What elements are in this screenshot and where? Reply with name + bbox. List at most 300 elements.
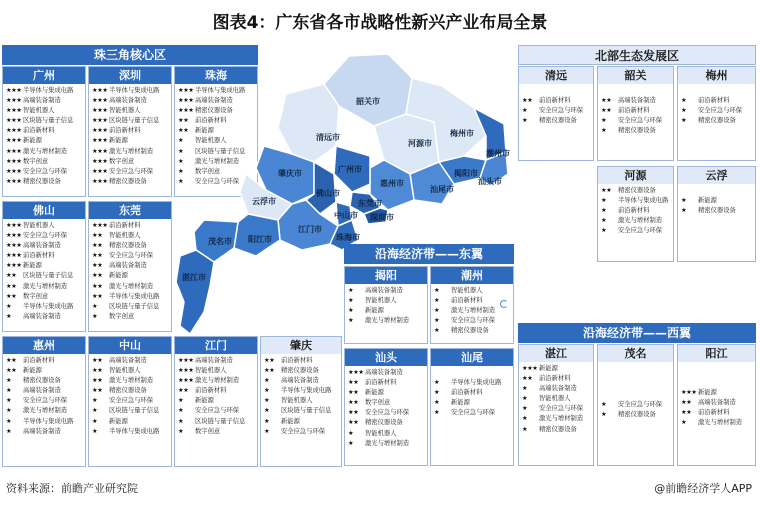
star-rating: ★ bbox=[178, 427, 184, 435]
star-rating: ★★ bbox=[92, 232, 103, 240]
industry-item bbox=[92, 221, 168, 231]
region-west-header: 沿海经济带——西翼 bbox=[518, 323, 756, 343]
industry-item bbox=[681, 206, 752, 216]
industry-item bbox=[178, 376, 254, 386]
star-rating: ★ bbox=[434, 297, 440, 305]
industry-item bbox=[348, 296, 424, 306]
star-rating: ★ bbox=[92, 302, 98, 310]
star-rating: ★★ bbox=[601, 97, 612, 104]
industry-name: 激光与增材制造 bbox=[195, 157, 240, 165]
industry-item bbox=[522, 384, 590, 394]
star-rating: ★★★ bbox=[178, 107, 194, 115]
star-rating: ★ bbox=[434, 389, 440, 397]
industry-item bbox=[681, 116, 752, 126]
star-rating: ★★ bbox=[92, 377, 103, 385]
city-panel-guangzhou bbox=[2, 66, 86, 197]
city-name: 茂名 bbox=[598, 345, 673, 362]
industry-name: 前沿新材料 bbox=[539, 375, 571, 383]
industry-name: 精密仪器设备 bbox=[539, 425, 577, 433]
industry-item bbox=[6, 221, 82, 231]
industry-name: 前沿新材料 bbox=[195, 387, 227, 395]
star-rating: ★ bbox=[522, 107, 528, 115]
industry-item bbox=[6, 282, 82, 292]
industry-item bbox=[6, 126, 82, 136]
city-name: 揭阳 bbox=[345, 267, 427, 284]
star-rating: ★★ bbox=[92, 252, 103, 260]
industry-name: 区块链与量子信息 bbox=[23, 117, 74, 125]
city-panel-zhongshan bbox=[88, 336, 172, 467]
star-rating: ★ bbox=[178, 147, 184, 155]
star-rating: ★★ bbox=[178, 127, 189, 135]
industry-name: 前沿新材料 bbox=[109, 222, 141, 229]
star-rating: ★ bbox=[92, 427, 98, 435]
industry-name: 激光与增材制造 bbox=[23, 147, 68, 155]
star-rating: ★★★ bbox=[6, 137, 22, 145]
industry-name: 高端装备制造 bbox=[195, 357, 233, 364]
industry-name: 智能机器人 bbox=[539, 395, 571, 403]
industry-name: 精密仪器设备 bbox=[195, 107, 233, 115]
industry-name: 数字创意 bbox=[109, 312, 135, 320]
industry-item bbox=[434, 316, 510, 326]
industry-name: 精密仪器设备 bbox=[618, 127, 656, 135]
star-rating: ★ bbox=[92, 417, 98, 425]
star-rating: ★ bbox=[601, 227, 607, 235]
industry-item bbox=[264, 386, 338, 396]
star-rating: ★ bbox=[522, 385, 528, 393]
industry-item bbox=[92, 136, 168, 146]
industry-item bbox=[6, 106, 82, 116]
industry-item bbox=[681, 196, 752, 206]
industry-name: 前沿新材料 bbox=[195, 117, 227, 125]
map-label-foshan: 佛山市 bbox=[316, 189, 340, 198]
city-panel-shanwei bbox=[430, 348, 514, 466]
industry-item bbox=[92, 86, 168, 96]
industry-name: 前沿新材料 bbox=[451, 389, 483, 397]
star-rating: ★ bbox=[522, 395, 528, 403]
star-rating: ★★★ bbox=[92, 87, 108, 94]
star-rating: ★ bbox=[434, 409, 440, 417]
map-label-zhaoqing: 肇庆市 bbox=[278, 169, 302, 178]
star-rating: ★ bbox=[6, 302, 12, 310]
city-panel-maoming bbox=[597, 344, 674, 466]
city-panel-zhaoqing bbox=[260, 336, 342, 467]
star-rating: ★ bbox=[681, 419, 687, 427]
industry-list bbox=[3, 219, 85, 324]
map-label-huizhou: 惠州市 bbox=[380, 179, 404, 188]
star-rating: ★★ bbox=[601, 107, 612, 115]
city-name: 肇庆 bbox=[261, 337, 341, 354]
industry-item bbox=[92, 271, 168, 281]
star-rating: ★ bbox=[601, 127, 607, 135]
industry-item bbox=[348, 378, 424, 388]
star-rating: ★ bbox=[348, 307, 354, 315]
region-north-header: 北部生态发展区 bbox=[518, 45, 756, 65]
star-rating: ★ bbox=[178, 417, 184, 425]
star-rating: ★ bbox=[681, 207, 687, 215]
industry-list bbox=[678, 362, 755, 430]
industry-name: 精密仪器设备 bbox=[539, 117, 577, 125]
star-rating: ★ bbox=[434, 399, 440, 407]
star-rating: ★ bbox=[264, 377, 270, 385]
industry-item bbox=[348, 316, 424, 326]
industry-item bbox=[92, 261, 168, 271]
industry-item bbox=[681, 398, 752, 408]
star-rating: ★ bbox=[522, 425, 528, 433]
industry-name: 激光与增材制造 bbox=[451, 307, 496, 315]
industry-name: 数字创意 bbox=[109, 157, 135, 165]
industry-item bbox=[92, 302, 168, 312]
city-name: 湛江 bbox=[519, 345, 593, 362]
industry-item bbox=[6, 147, 82, 157]
industry-name: 精密仪器设备 bbox=[618, 187, 656, 194]
map-label-jieyang: 揭阳市 bbox=[454, 169, 478, 178]
industry-name: 新能源 bbox=[109, 137, 128, 145]
industry-name: 高端装备制造 bbox=[365, 287, 403, 294]
industry-name: 新能源 bbox=[23, 367, 42, 375]
star-rating: ★ bbox=[6, 387, 12, 395]
industry-item bbox=[264, 406, 338, 416]
map-label-zhongshan: 中山市 bbox=[334, 211, 358, 220]
industry-item bbox=[6, 157, 82, 167]
star-rating: ★ bbox=[601, 401, 607, 408]
star-rating: ★ bbox=[6, 312, 12, 320]
industry-item bbox=[681, 388, 752, 398]
industry-item bbox=[522, 394, 590, 404]
map-label-heyuan: 河源市 bbox=[408, 139, 432, 148]
industry-name: 安全应急与环保 bbox=[195, 177, 240, 185]
star-rating: ★★★ bbox=[92, 167, 108, 175]
city-panel-heyuan bbox=[597, 166, 674, 262]
star-rating: ★ bbox=[92, 312, 98, 320]
industry-item bbox=[601, 226, 670, 236]
industry-name: 精密仪器设备 bbox=[451, 327, 489, 335]
industry-item bbox=[522, 414, 590, 424]
city-panel-jiangmen bbox=[174, 336, 258, 467]
star-rating: ★★★ bbox=[92, 97, 108, 105]
industry-name: 新能源 bbox=[195, 397, 214, 405]
industry-name: 安全应急与环保 bbox=[109, 252, 154, 260]
industry-item bbox=[434, 378, 510, 388]
industry-name: 精密仪器设备 bbox=[281, 367, 319, 375]
city-name: 阳江 bbox=[678, 345, 755, 362]
star-rating: ★ bbox=[264, 407, 270, 415]
city-name: 广州 bbox=[3, 67, 85, 84]
star-rating: ★ bbox=[264, 387, 270, 395]
industry-item bbox=[6, 356, 82, 366]
industry-name: 智能机器人 bbox=[195, 137, 227, 145]
industry-item bbox=[434, 286, 510, 296]
city-panel-dongguan bbox=[88, 201, 172, 332]
industry-item bbox=[92, 312, 168, 322]
industry-name: 新能源 bbox=[451, 399, 470, 407]
industry-item bbox=[264, 417, 338, 427]
map-region-qingyuan bbox=[278, 84, 339, 162]
industry-name: 前沿新材料 bbox=[539, 97, 571, 104]
industry-item bbox=[681, 106, 752, 116]
industry-item bbox=[264, 366, 338, 376]
industry-item bbox=[348, 418, 424, 428]
industry-name: 安全应急与环保 bbox=[539, 405, 584, 413]
industry-name: 半导体与集成电路 bbox=[109, 427, 160, 435]
star-rating: ★ bbox=[6, 377, 12, 385]
industry-name: 智能机器人 bbox=[23, 222, 55, 229]
star-rating: ★★ bbox=[6, 367, 17, 375]
city-name: 深圳 bbox=[89, 67, 171, 84]
industry-list bbox=[89, 354, 171, 439]
industry-name: 前沿新材料 bbox=[109, 127, 141, 135]
industry-item bbox=[92, 241, 168, 251]
star-rating: ★ bbox=[681, 97, 687, 104]
city-name: 汕尾 bbox=[431, 349, 513, 366]
industry-item bbox=[522, 96, 590, 106]
star-rating: ★★ bbox=[264, 357, 275, 364]
star-rating: ★ bbox=[92, 397, 98, 405]
industry-name: 高端装备制造 bbox=[109, 357, 147, 364]
city-panel-yangjiang bbox=[677, 344, 756, 466]
industry-list bbox=[598, 184, 673, 238]
industry-name: 精密仪器设备 bbox=[23, 377, 61, 385]
industry-name: 激光与增材制造 bbox=[365, 317, 410, 325]
city-panel-qingyuan bbox=[518, 66, 594, 161]
industry-item bbox=[348, 286, 424, 296]
industry-item bbox=[348, 398, 424, 408]
star-rating: ★ bbox=[348, 317, 354, 325]
star-rating: ★★★ bbox=[6, 107, 22, 115]
city-name: 汕头 bbox=[345, 349, 427, 366]
star-rating: ★★★ bbox=[6, 262, 22, 270]
star-rating: ★ bbox=[434, 317, 440, 325]
industry-name: 精密仪器设备 bbox=[698, 117, 736, 125]
industry-name: 智能机器人 bbox=[365, 429, 397, 437]
industry-name: 数字创意 bbox=[195, 427, 221, 435]
industry-item bbox=[6, 366, 82, 376]
star-rating: ★ bbox=[348, 439, 354, 447]
star-rating: ★ bbox=[178, 177, 184, 185]
industry-item bbox=[601, 216, 670, 226]
industry-item bbox=[92, 106, 168, 116]
industry-item bbox=[178, 356, 254, 366]
industry-item bbox=[522, 364, 590, 374]
industry-name: 半导体与集成电路 bbox=[109, 87, 160, 94]
industry-item bbox=[601, 206, 670, 216]
industry-name: 高端装备制造 bbox=[23, 242, 61, 250]
map-label-shantou: 汕头市 bbox=[478, 177, 502, 186]
industry-item bbox=[92, 177, 168, 187]
industry-item bbox=[178, 386, 254, 396]
industry-item bbox=[92, 96, 168, 106]
industry-item bbox=[681, 96, 752, 106]
industry-list bbox=[175, 354, 257, 439]
industry-item bbox=[6, 116, 82, 126]
star-rating: ★★ bbox=[681, 399, 692, 407]
star-rating: ★ bbox=[348, 429, 354, 437]
industry-name: 智能机器人 bbox=[451, 287, 483, 294]
industry-name: 前沿新材料 bbox=[618, 207, 650, 215]
city-name: 梅州 bbox=[678, 67, 755, 84]
map-label-chaozhou: 潮州市 bbox=[486, 149, 510, 158]
industry-name: 半导体与集成电路 bbox=[23, 417, 74, 425]
star-rating: ★★ bbox=[92, 292, 103, 300]
industry-item bbox=[6, 386, 82, 396]
industry-name: 高端装备制造 bbox=[281, 377, 319, 385]
star-rating: ★★★ bbox=[6, 177, 22, 185]
map-label-shanwei: 汕尾市 bbox=[430, 185, 454, 194]
industry-name: 新能源 bbox=[23, 137, 42, 145]
star-rating: ★★ bbox=[348, 409, 359, 417]
map-label-meizhou: 梅州市 bbox=[450, 129, 474, 138]
star-rating: ★ bbox=[434, 327, 440, 335]
star-rating: ★ bbox=[6, 407, 12, 415]
industry-name: 安全应急与环保 bbox=[618, 401, 663, 408]
industry-name: 高端装备制造 bbox=[618, 97, 656, 104]
industry-name: 激光与增材制造 bbox=[109, 377, 154, 385]
star-rating: ★★★ bbox=[92, 222, 108, 229]
industry-item bbox=[92, 406, 168, 416]
star-rating: ★★★ bbox=[6, 242, 22, 250]
industry-name: 安全应急与环保 bbox=[451, 317, 496, 325]
industry-name: 新能源 bbox=[109, 417, 128, 425]
star-rating: ★ bbox=[178, 157, 184, 165]
map-label-zhuhai: 珠海市 bbox=[336, 233, 360, 242]
industry-item bbox=[601, 400, 670, 410]
industry-item bbox=[601, 196, 670, 206]
industry-item bbox=[522, 116, 590, 126]
city-name: 江门 bbox=[175, 337, 257, 354]
industry-item bbox=[6, 312, 82, 322]
industry-name: 激光与增材制造 bbox=[539, 415, 584, 423]
industry-name: 高端装备制造 bbox=[23, 427, 61, 435]
star-rating: ★★★ bbox=[6, 147, 22, 155]
industry-item bbox=[178, 417, 254, 427]
star-rating: ★★★ bbox=[178, 97, 194, 105]
star-rating: ★ bbox=[92, 407, 98, 415]
industry-item bbox=[601, 186, 670, 196]
industry-list bbox=[519, 362, 593, 437]
star-rating: ★★ bbox=[6, 272, 17, 280]
industry-name: 新能源 bbox=[109, 272, 128, 280]
industry-name: 智能机器人 bbox=[109, 107, 141, 115]
industry-name: 新能源 bbox=[698, 389, 717, 396]
industry-item bbox=[264, 427, 338, 437]
star-rating: ★ bbox=[264, 417, 270, 425]
industry-item bbox=[92, 292, 168, 302]
industry-name: 前沿新材料 bbox=[23, 127, 55, 135]
brand-credit: @前瞻经济学人APP bbox=[654, 482, 752, 495]
industry-name: 安全应急与环保 bbox=[23, 232, 68, 240]
industry-name: 高端装备制造 bbox=[23, 312, 61, 320]
city-panel-meizhou bbox=[677, 66, 756, 161]
industry-name: 安全应急与环保 bbox=[539, 107, 584, 115]
industry-name: 高端装备制造 bbox=[539, 385, 577, 393]
industry-name: 安全应急与环保 bbox=[281, 427, 326, 435]
city-panel-shaoguan bbox=[597, 66, 674, 161]
industry-item bbox=[92, 251, 168, 261]
star-rating: ★★★ bbox=[92, 117, 108, 125]
industry-item bbox=[92, 376, 168, 386]
industry-item bbox=[434, 326, 510, 336]
industry-item bbox=[92, 157, 168, 167]
city-name: 佛山 bbox=[3, 202, 85, 219]
industry-name: 数字创意 bbox=[195, 167, 221, 175]
industry-name: 激光与增材制造 bbox=[698, 419, 743, 427]
industry-name: 精密仪器设备 bbox=[109, 387, 147, 395]
map-label-qingyuan: 清远市 bbox=[316, 133, 340, 142]
star-rating: ★★★ bbox=[92, 177, 108, 185]
industry-item bbox=[522, 374, 590, 384]
star-rating: ★ bbox=[681, 117, 687, 125]
star-rating: ★ bbox=[434, 287, 440, 294]
industry-list bbox=[678, 84, 755, 128]
industry-name: 数字创意 bbox=[23, 292, 49, 300]
star-rating: ★ bbox=[601, 207, 607, 215]
star-rating: ★★ bbox=[92, 387, 103, 395]
star-rating: ★ bbox=[178, 137, 184, 145]
star-rating: ★★★ bbox=[681, 389, 697, 396]
star-rating: ★ bbox=[264, 397, 270, 405]
star-rating: ★★ bbox=[178, 387, 189, 395]
star-rating: ★★★ bbox=[92, 137, 108, 145]
star-rating: ★★ bbox=[178, 117, 189, 125]
star-rating: ★ bbox=[178, 397, 184, 405]
star-rating: ★★ bbox=[522, 375, 533, 383]
industry-name: 安全应急与环保 bbox=[23, 167, 68, 175]
map-label-yunfu: 云浮市 bbox=[252, 197, 276, 206]
star-rating: ★★★ bbox=[178, 377, 194, 385]
industry-item bbox=[264, 376, 338, 386]
industry-item bbox=[6, 86, 82, 96]
region-east-header: 沿海经济带——东翼 bbox=[344, 244, 514, 264]
industry-list bbox=[261, 354, 341, 439]
industry-name: 新能源 bbox=[365, 307, 384, 315]
industry-item bbox=[92, 116, 168, 126]
source-note: 资料来源：前瞻产业研究院 bbox=[6, 482, 138, 495]
industry-name: 安全应急与环保 bbox=[195, 407, 240, 415]
industry-item bbox=[6, 167, 82, 177]
industry-name: 新能源 bbox=[281, 417, 300, 425]
industry-name: 安全应急与环保 bbox=[618, 227, 663, 235]
industry-name: 安全应急与环保 bbox=[365, 409, 410, 417]
star-rating: ★★ bbox=[522, 97, 533, 104]
star-rating: ★ bbox=[348, 297, 354, 305]
industry-name: 智能机器人 bbox=[281, 397, 313, 405]
city-name: 韶关 bbox=[598, 67, 673, 84]
page-title: 图表4：广东省各市战略性新兴产业布局全景 bbox=[212, 13, 548, 33]
star-rating: ★★ bbox=[6, 357, 17, 364]
star-rating: ★★ bbox=[6, 282, 17, 290]
city-name: 东莞 bbox=[89, 202, 171, 219]
industry-item bbox=[6, 177, 82, 187]
industry-name: 数字创意 bbox=[365, 399, 391, 407]
industry-item bbox=[92, 147, 168, 157]
industry-item bbox=[348, 408, 424, 418]
industry-list bbox=[598, 362, 673, 422]
industry-item bbox=[178, 396, 254, 406]
star-rating: ★ bbox=[6, 397, 12, 405]
industry-name: 智能机器人 bbox=[365, 297, 397, 305]
star-rating: ★ bbox=[522, 117, 528, 125]
industry-item bbox=[522, 404, 590, 414]
star-rating: ★★ bbox=[92, 357, 103, 364]
industry-name: 前沿新材料 bbox=[698, 97, 730, 104]
industry-name: 精密仪器设备 bbox=[365, 419, 403, 427]
city-panel-zhanjiang bbox=[518, 344, 594, 466]
industry-item bbox=[6, 271, 82, 281]
star-rating: ★★★ bbox=[178, 367, 194, 375]
industry-name: 高端装备制造 bbox=[109, 97, 147, 105]
star-rating: ★ bbox=[601, 411, 607, 419]
industry-item bbox=[6, 261, 82, 271]
industry-item bbox=[92, 386, 168, 396]
